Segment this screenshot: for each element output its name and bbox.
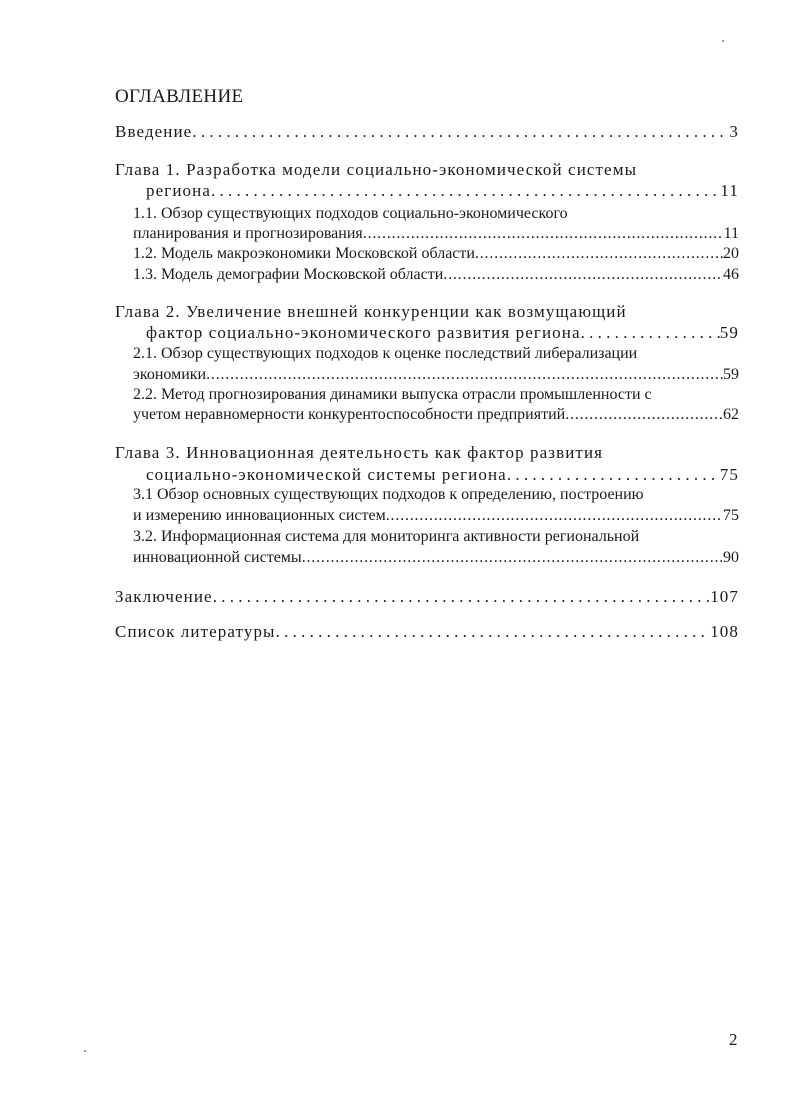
toc-entry-page: 108 (710, 622, 739, 641)
toc-entry-intro[interactable] (115, 122, 739, 144)
toc-entry-title: Введение (115, 122, 193, 141)
scan-mark (722, 40, 724, 42)
toc-section-1-1-title[interactable]: 1.1. Обзор существующих подходов социально-экономического (133, 205, 568, 222)
toc-entry-section-2-1[interactable] (133, 366, 739, 388)
toc-entry-title: социально-экономической системы региона (146, 465, 507, 484)
toc-entry-title: 1.2. Модель макроэкономики Московской области (133, 245, 475, 262)
toc-entry-conclusion[interactable] (115, 587, 739, 609)
toc-entry-section-1-3[interactable] (133, 266, 739, 288)
toc-entry-title: учетом неравномерности конкурентоспособности предприятий (133, 406, 566, 423)
dot-leader (386, 507, 723, 525)
toc-chapter-3-title[interactable]: Глава 3. Инновационная деятельность как фактор развития (115, 443, 604, 462)
toc-entry-page: 107 (710, 587, 739, 606)
toc-entry-page: 75 (719, 465, 739, 484)
scan-mark (84, 1050, 86, 1052)
toc-heading: ОГЛАВЛЕНИЕ (115, 86, 244, 107)
dot-leader (363, 225, 724, 243)
toc-section-3-1-title[interactable]: 3.1 Обзор основных существующих подходов к определению, построению (133, 486, 644, 503)
dot-leader (213, 587, 710, 607)
toc-entry-page: 90 (723, 549, 739, 566)
dot-leader (443, 266, 723, 284)
toc-entry-section-3-2[interactable] (133, 549, 739, 571)
toc-entry-title: Заключение (115, 587, 213, 606)
toc-entry-title: и измерению инновационных систем (133, 507, 386, 524)
toc-entry-section-3-1[interactable] (133, 507, 739, 529)
toc-entry-page: 59 (723, 366, 739, 383)
dot-leader (302, 549, 723, 567)
toc-entry-title: экономики (133, 366, 207, 383)
toc-entry-page: 20 (723, 245, 739, 262)
toc-entry-section-2-2[interactable] (133, 406, 739, 428)
toc-section-2-1-title[interactable]: 2.1. Обзор существующих подходов к оценке последствий либерализации (133, 345, 638, 362)
dot-leader (565, 406, 723, 424)
toc-entry-page: 59 (719, 323, 739, 342)
toc-entry-section-1-2[interactable] (133, 245, 739, 267)
toc-entry-title: Список литературы (115, 622, 276, 641)
toc-entry-title: региона (146, 181, 211, 200)
dot-leader (192, 122, 729, 142)
toc-section-2-2-title[interactable]: 2.2. Метод прогнозирования динамики выпуска отрасли промышленности с (133, 386, 652, 403)
toc-entry-title: инновационной системы (133, 549, 302, 566)
toc-entry-title: планирования и прогнозирования (133, 225, 363, 242)
toc-entry-title: фактор социально-экономического развития региона (146, 323, 581, 342)
toc-entry-page: 46 (723, 266, 739, 283)
toc-entry-section-1-1[interactable] (133, 225, 739, 247)
page-number: 2 (729, 1030, 738, 1049)
toc-entry-page: 62 (723, 406, 739, 423)
toc-entry-chapter-2[interactable] (146, 323, 739, 345)
toc-entry-title: 1.3. Модель демографии Московской области (133, 266, 444, 283)
dot-leader (475, 245, 723, 263)
dot-leader (276, 622, 711, 642)
toc-entry-references[interactable] (115, 622, 739, 644)
toc-chapter-2-title[interactable]: Глава 2. Увеличение внешней конкуренции как возмущающий (115, 302, 627, 321)
toc-entry-page: 75 (723, 507, 739, 524)
toc-entry-page: 11 (723, 225, 739, 242)
dot-leader (211, 181, 720, 201)
dot-leader (507, 465, 720, 485)
toc-entry-chapter-3[interactable] (146, 465, 739, 487)
dot-leader (581, 323, 720, 343)
toc-entry-page: 3 (729, 122, 739, 141)
toc-entry-chapter-1[interactable] (146, 181, 739, 203)
dot-leader (206, 366, 723, 384)
toc-entry-page: 11 (720, 181, 739, 200)
toc-chapter-1-title[interactable]: Глава 1. Разработка модели социально-экономической системы (115, 160, 638, 179)
toc-section-3-2-title[interactable]: 3.2. Информационная система для мониторинга активности региональной (133, 528, 640, 545)
